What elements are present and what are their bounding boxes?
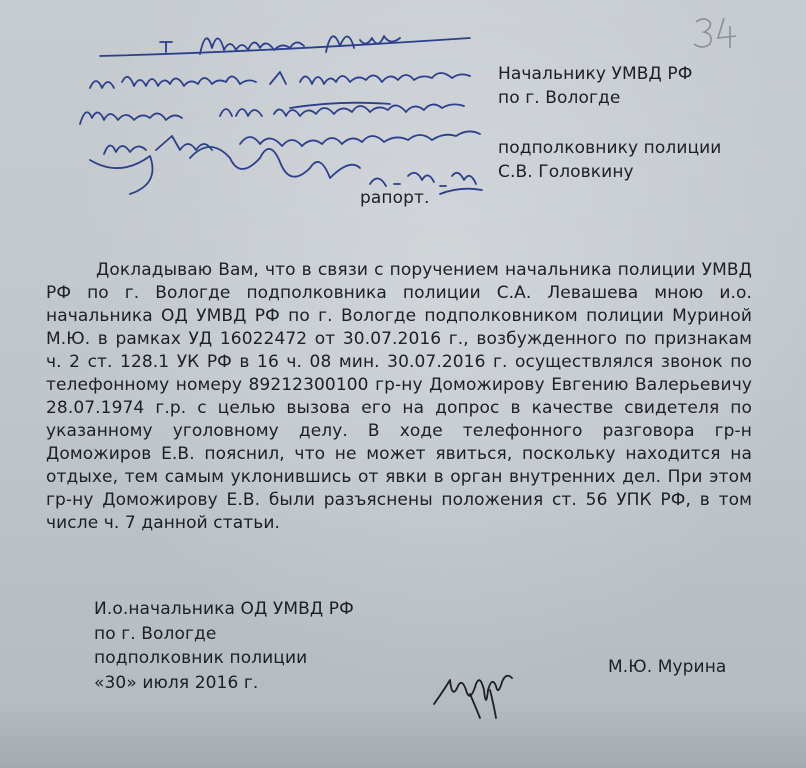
document-title: рапорт. <box>360 188 430 208</box>
addressee-block <box>498 62 798 184</box>
page-number-handwritten <box>690 12 750 52</box>
photo-shadow <box>0 700 806 768</box>
addressee-line: Начальнику УМВД РФ <box>498 64 693 84</box>
signer-city: по г. Вологде <box>94 623 217 644</box>
report-date: «30» июля 2016 г. <box>94 672 259 693</box>
handwritten-resolution <box>60 8 500 208</box>
signer-rank: подполковник полиции <box>94 648 308 668</box>
signer-position: И.о.начальника ОД УМВД РФ <box>94 599 354 619</box>
handwritten-signature <box>430 660 530 720</box>
signer-name: М.Ю. Мурина <box>608 657 727 677</box>
addressee-line: подполковнику полиции <box>498 138 722 158</box>
addressee-line: С.В. Головкину <box>498 162 634 182</box>
signature-block <box>94 597 414 695</box>
addressee-line: по г. Вологде <box>498 88 621 108</box>
report-body: Докладываю Вам, что в связи с поручением начальника полиции УМВД РФ по г. Вологде подполковника полиции С.А. Левашева мною и.о. начальника ОД УМВД РФ по г. Вологде подполковником полиции Муриной М.Ю. в рамках УД 16022472 от 30.07.2016 г., возбужденного по признакам ч. 2 ст. 128.1 УК РФ в 16 ч. 08 мин. 30.07.2016 г. осуществлялся звонок по телефонному номеру 89212300100 гр-ну Доможирову Евгению Валерьевичу 28.07.1974 г.р. с целью вызова его на допрос в качестве свидетеля по указанному уголовному делу. В ходе телефонного разговора гр-н Доможиров Е.В. пояснил, что не может явиться, поскольку находится на отдыхе, тем самым уклонившись от явки в орган внутренних дел. При этом гр-ну Доможирову Е.В. были разъяснены положения ст. 56 УПК РФ, в том числе ч. 7 данной статьи. <box>46 260 752 533</box>
